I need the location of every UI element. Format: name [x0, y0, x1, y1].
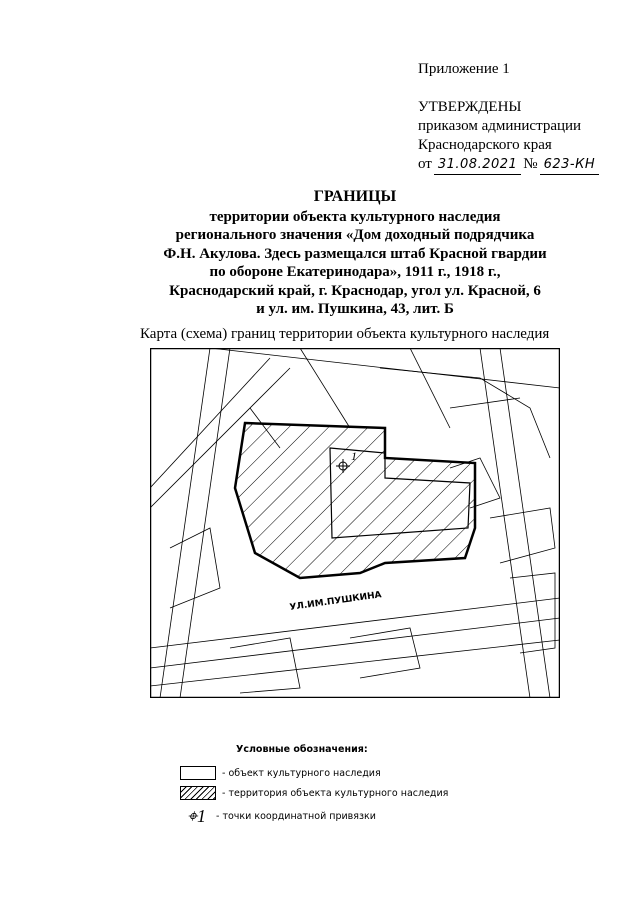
order-date-line	[418, 155, 599, 175]
document-title	[120, 188, 590, 319]
point-cross-label: 1	[197, 806, 206, 826]
legend-item-text: - точки координатной привязки	[216, 811, 376, 822]
order-number-handwritten: 623-КН	[540, 155, 600, 175]
legend-item-text: - объект культурного наследия	[222, 767, 381, 779]
order-label: приказом администрации	[418, 118, 582, 134]
hatched-box-icon	[180, 786, 216, 800]
point-cross-icon: ⌖1	[186, 806, 206, 826]
approved-label: УТВЕРЖДЕНЫ	[418, 99, 522, 115]
number-label: №	[523, 156, 538, 172]
region-label: Краснодарского края	[418, 137, 552, 153]
legend-item	[180, 786, 448, 800]
title-line: территории объекта культурного наследия	[209, 208, 501, 225]
map-caption: Карта (схема) границ территории объекта культурного наследия	[140, 326, 550, 342]
title-line: регионального значения «Дом доходный подрядчика	[175, 227, 535, 243]
title-line: Ф.Н. Акулова. Здесь размещался штаб Красной гвардии	[163, 245, 547, 262]
legend-item-text: - территория объекта культурного наследия	[222, 787, 449, 799]
from-label: от	[418, 156, 432, 172]
legend-item	[180, 806, 376, 827]
street-label: УЛ.ИМ.ПУШКИНА	[289, 590, 383, 613]
legend-title: Условные обозначения:	[236, 744, 368, 755]
title-line: по обороне Екатеринодара», 1911 г., 1918 г.,	[209, 264, 501, 280]
legend-item	[180, 766, 381, 780]
appendix-label: Приложение 1	[418, 61, 510, 77]
point-label: 1	[351, 449, 357, 463]
title-heading: ГРАНИЦЫ	[313, 188, 397, 205]
boundary-map	[150, 348, 560, 698]
approval-block	[418, 60, 599, 175]
title-line: Краснодарский край, г. Краснодар, угол ул. Красной, 6	[169, 282, 541, 299]
title-line: и ул. им. Пушкина, 43, лит. Б	[256, 301, 454, 317]
outline-box-icon	[180, 766, 216, 780]
order-date-handwritten: 31.08.2021	[434, 155, 521, 175]
